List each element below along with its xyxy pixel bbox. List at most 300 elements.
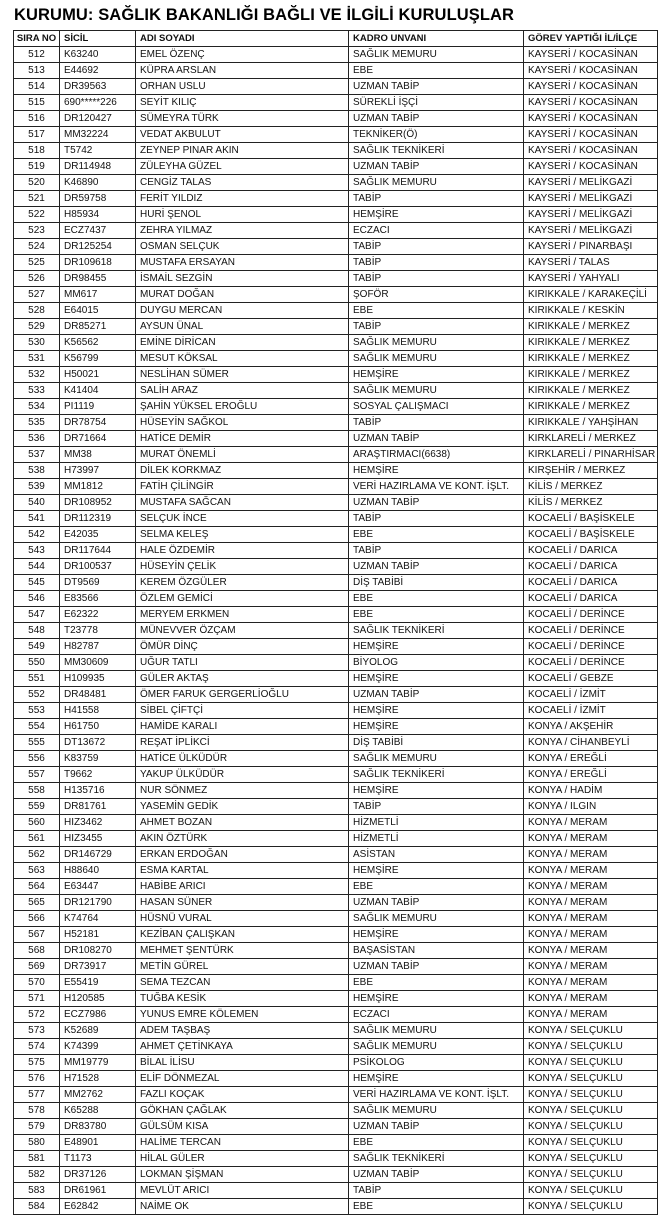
table-row <box>14 1039 658 1055</box>
cell-sicil: DR109618 <box>60 255 136 271</box>
cell-sicil: E48901 <box>60 1135 136 1151</box>
cell-kadro-unvani: HEMŞİRE <box>349 1071 524 1087</box>
cell-gorev-yeri: KAYSERİ / KOCASİNAN <box>524 95 658 111</box>
cell-kadro-unvani: HEMŞİRE <box>349 719 524 735</box>
cell-kadro-unvani: SAĞLIK TEKNİKERİ <box>349 1151 524 1167</box>
table-row <box>14 863 658 879</box>
cell-gorev-yeri: KAYSERİ / PINARBAŞI <box>524 239 658 255</box>
table-row <box>14 63 658 79</box>
cell-adi-soyadi: MURAT DOĞAN <box>136 287 349 303</box>
cell-sira-no: 532 <box>14 367 60 383</box>
table-row <box>14 415 658 431</box>
cell-adi-soyadi: LOKMAN ŞİŞMAN <box>136 1167 349 1183</box>
cell-adi-soyadi: MERYEM ERKMEN <box>136 607 349 623</box>
cell-sira-no: 560 <box>14 815 60 831</box>
cell-sira-no: 568 <box>14 943 60 959</box>
cell-sira-no: 562 <box>14 847 60 863</box>
cell-gorev-yeri: KIRIKKALE / MERKEZ <box>524 367 658 383</box>
cell-kadro-unvani: SAĞLIK MEMURU <box>349 335 524 351</box>
cell-kadro-unvani: EBE <box>349 1135 524 1151</box>
cell-adi-soyadi: FATİH ÇİLİNGİR <box>136 479 349 495</box>
cell-kadro-unvani: HEMŞİRE <box>349 783 524 799</box>
table-row <box>14 1023 658 1039</box>
cell-sicil: T9662 <box>60 767 136 783</box>
table-row <box>14 95 658 111</box>
cell-kadro-unvani: TEKNİKER(Ö) <box>349 127 524 143</box>
cell-kadro-unvani: EBE <box>349 591 524 607</box>
cell-gorev-yeri: KONYA / MERAM <box>524 879 658 895</box>
table-header-row <box>14 31 658 47</box>
cell-sira-no: 571 <box>14 991 60 1007</box>
cell-sicil: K65288 <box>60 1103 136 1119</box>
cell-sicil: H71528 <box>60 1071 136 1087</box>
cell-sicil: DR108952 <box>60 495 136 511</box>
table-row <box>14 751 658 767</box>
cell-sicil: DR120427 <box>60 111 136 127</box>
cell-sira-no: 566 <box>14 911 60 927</box>
cell-sicil: H82787 <box>60 639 136 655</box>
cell-kadro-unvani: SAĞLIK TEKNİKERİ <box>349 623 524 639</box>
cell-sicil: MM2762 <box>60 1087 136 1103</box>
cell-kadro-unvani: HEMŞİRE <box>349 703 524 719</box>
cell-gorev-yeri: KOCAELİ / DERİNCE <box>524 607 658 623</box>
table-row <box>14 159 658 175</box>
table-row <box>14 1007 658 1023</box>
cell-sira-no: 582 <box>14 1167 60 1183</box>
cell-sicil: K46890 <box>60 175 136 191</box>
cell-sicil: K56562 <box>60 335 136 351</box>
cell-sira-no: 527 <box>14 287 60 303</box>
cell-adi-soyadi: GÖKHAN ÇAĞLAK <box>136 1103 349 1119</box>
cell-kadro-unvani: EBE <box>349 527 524 543</box>
cell-adi-soyadi: HÜSEYİN SAĞKOL <box>136 415 349 431</box>
cell-gorev-yeri: KONYA / MERAM <box>524 991 658 1007</box>
cell-sicil: H61750 <box>60 719 136 735</box>
cell-kadro-unvani: ECZACI <box>349 1007 524 1023</box>
cell-gorev-yeri: KAYSERİ / KOCASİNAN <box>524 47 658 63</box>
cell-sira-no: 541 <box>14 511 60 527</box>
cell-sicil: 690*****226 <box>60 95 136 111</box>
table-row <box>14 1103 658 1119</box>
cell-sira-no: 516 <box>14 111 60 127</box>
cell-gorev-yeri: KAYSERİ / KOCASİNAN <box>524 111 658 127</box>
cell-adi-soyadi: MÜNEVVER ÖZÇAM <box>136 623 349 639</box>
cell-sira-no: 552 <box>14 687 60 703</box>
table-row <box>14 927 658 943</box>
cell-sicil: H50021 <box>60 367 136 383</box>
cell-gorev-yeri: KIRIKKALE / KESKİN <box>524 303 658 319</box>
cell-sira-no: 540 <box>14 495 60 511</box>
table-row <box>14 543 658 559</box>
cell-sicil: E62322 <box>60 607 136 623</box>
cell-sira-no: 558 <box>14 783 60 799</box>
cell-gorev-yeri: KOCAELİ / GEBZE <box>524 671 658 687</box>
table-row <box>14 847 658 863</box>
header-adi-soyadi: ADI SOYADI <box>136 31 349 47</box>
cell-sira-no: 564 <box>14 879 60 895</box>
cell-kadro-unvani: HEMŞİRE <box>349 927 524 943</box>
cell-kadro-unvani: UZMAN TABİP <box>349 79 524 95</box>
cell-sira-no: 583 <box>14 1183 60 1199</box>
cell-gorev-yeri: KONYA / SELÇUKLU <box>524 1087 658 1103</box>
cell-kadro-unvani: SOSYAL ÇALIŞMACI <box>349 399 524 415</box>
cell-adi-soyadi: BİLAL İLİSU <box>136 1055 349 1071</box>
cell-gorev-yeri: KONYA / MERAM <box>524 847 658 863</box>
cell-kadro-unvani: ŞOFÖR <box>349 287 524 303</box>
cell-kadro-unvani: SÜREKLİ İŞÇİ <box>349 95 524 111</box>
cell-adi-soyadi: ÖZLEM GEMİCİ <box>136 591 349 607</box>
cell-sicil: DR146729 <box>60 847 136 863</box>
cell-kadro-unvani: UZMAN TABİP <box>349 559 524 575</box>
cell-adi-soyadi: HURİ ŞENOL <box>136 207 349 223</box>
cell-sicil: DR71664 <box>60 431 136 447</box>
table-row <box>14 127 658 143</box>
cell-sira-no: 556 <box>14 751 60 767</box>
cell-adi-soyadi: HATİCE ÜLKÜDÜR <box>136 751 349 767</box>
header-gorev-yeri: GÖREV YAPTIĞI İL/İLÇE <box>524 31 658 47</box>
cell-sira-no: 521 <box>14 191 60 207</box>
cell-gorev-yeri: KOCAELİ / DERİNCE <box>524 639 658 655</box>
cell-adi-soyadi: NESLİHAN SÜMER <box>136 367 349 383</box>
cell-sira-no: 544 <box>14 559 60 575</box>
cell-sira-no: 512 <box>14 47 60 63</box>
cell-kadro-unvani: TABİP <box>349 271 524 287</box>
cell-gorev-yeri: KONYA / HADİM <box>524 783 658 799</box>
cell-sira-no: 538 <box>14 463 60 479</box>
table-row <box>14 895 658 911</box>
cell-gorev-yeri: KONYA / SELÇUKLU <box>524 1071 658 1087</box>
cell-gorev-yeri: KIRIKKALE / MERKEZ <box>524 335 658 351</box>
cell-gorev-yeri: KOCAELİ / BAŞİSKELE <box>524 527 658 543</box>
cell-gorev-yeri: KONYA / MERAM <box>524 815 658 831</box>
cell-adi-soyadi: ZEHRA YILMAZ <box>136 223 349 239</box>
cell-gorev-yeri: KAYSERİ / MELİKGAZİ <box>524 191 658 207</box>
table-row <box>14 111 658 127</box>
cell-gorev-yeri: KAYSERİ / MELİKGAZİ <box>524 223 658 239</box>
cell-adi-soyadi: METİN GÜREL <box>136 959 349 975</box>
cell-adi-soyadi: NUR SÖNMEZ <box>136 783 349 799</box>
cell-kadro-unvani: EBE <box>349 607 524 623</box>
cell-sicil: K41404 <box>60 383 136 399</box>
cell-gorev-yeri: KONYA / SELÇUKLU <box>524 1199 658 1215</box>
cell-kadro-unvani: HEMŞİRE <box>349 639 524 655</box>
cell-sicil: H52181 <box>60 927 136 943</box>
cell-gorev-yeri: KONYA / MERAM <box>524 831 658 847</box>
cell-adi-soyadi: MEHMET ŞENTÜRK <box>136 943 349 959</box>
cell-kadro-unvani: TABİP <box>349 239 524 255</box>
cell-kadro-unvani: SAĞLIK MEMURU <box>349 751 524 767</box>
cell-sira-no: 549 <box>14 639 60 655</box>
cell-gorev-yeri: KAYSERİ / KOCASİNAN <box>524 63 658 79</box>
cell-sira-no: 580 <box>14 1135 60 1151</box>
cell-sira-no: 528 <box>14 303 60 319</box>
table-row <box>14 383 658 399</box>
cell-sira-no: 550 <box>14 655 60 671</box>
cell-sicil: ECZ7986 <box>60 1007 136 1023</box>
cell-sicil: MM617 <box>60 287 136 303</box>
cell-kadro-unvani: SAĞLIK MEMURU <box>349 911 524 927</box>
cell-gorev-yeri: KONYA / MERAM <box>524 975 658 991</box>
cell-adi-soyadi: İSMAİL SEZGİN <box>136 271 349 287</box>
cell-gorev-yeri: KOCAELİ / İZMİT <box>524 687 658 703</box>
cell-adi-soyadi: DUYGU MERCAN <box>136 303 349 319</box>
table-row <box>14 575 658 591</box>
cell-sira-no: 548 <box>14 623 60 639</box>
cell-gorev-yeri: KOCAELİ / DARICA <box>524 591 658 607</box>
cell-sira-no: 529 <box>14 319 60 335</box>
cell-gorev-yeri: KIRIKKALE / MERKEZ <box>524 383 658 399</box>
cell-gorev-yeri: KAYSERİ / KOCASİNAN <box>524 143 658 159</box>
cell-sicil: DR83780 <box>60 1119 136 1135</box>
table-row <box>14 559 658 575</box>
cell-sira-no: 520 <box>14 175 60 191</box>
cell-sira-no: 578 <box>14 1103 60 1119</box>
cell-adi-soyadi: NAİME OK <box>136 1199 349 1215</box>
table-row <box>14 287 658 303</box>
cell-kadro-unvani: TABİP <box>349 319 524 335</box>
cell-adi-soyadi: VEDAT AKBULUT <box>136 127 349 143</box>
cell-kadro-unvani: HEMŞİRE <box>349 863 524 879</box>
cell-sira-no: 579 <box>14 1119 60 1135</box>
table-row <box>14 671 658 687</box>
cell-kadro-unvani: SAĞLIK MEMURU <box>349 1023 524 1039</box>
cell-sira-no: 584 <box>14 1199 60 1215</box>
cell-sicil: DR48481 <box>60 687 136 703</box>
cell-sicil: HIZ3455 <box>60 831 136 847</box>
cell-gorev-yeri: KIRIKKALE / MERKEZ <box>524 351 658 367</box>
cell-kadro-unvani: PSİKOLOG <box>349 1055 524 1071</box>
cell-kadro-unvani: SAĞLIK TEKNİKERİ <box>349 143 524 159</box>
cell-sira-no: 526 <box>14 271 60 287</box>
cell-kadro-unvani: SAĞLIK MEMURU <box>349 175 524 191</box>
cell-sicil: K52689 <box>60 1023 136 1039</box>
cell-sicil: HIZ3462 <box>60 815 136 831</box>
cell-gorev-yeri: KONYA / SELÇUKLU <box>524 1167 658 1183</box>
cell-adi-soyadi: SİBEL ÇİFTÇİ <box>136 703 349 719</box>
cell-sicil: E83566 <box>60 591 136 607</box>
cell-adi-soyadi: ZÜLEYHA GÜZEL <box>136 159 349 175</box>
cell-sira-no: 534 <box>14 399 60 415</box>
cell-adi-soyadi: REŞAT İPLİKCİ <box>136 735 349 751</box>
cell-sira-no: 575 <box>14 1055 60 1071</box>
cell-gorev-yeri: KONYA / MERAM <box>524 863 658 879</box>
cell-sicil: DR98455 <box>60 271 136 287</box>
table-row <box>14 191 658 207</box>
table-row <box>14 815 658 831</box>
cell-gorev-yeri: KONYA / MERAM <box>524 959 658 975</box>
cell-adi-soyadi: HALİME TERCAN <box>136 1135 349 1151</box>
cell-sira-no: 561 <box>14 831 60 847</box>
cell-kadro-unvani: TABİP <box>349 255 524 271</box>
cell-sira-no: 537 <box>14 447 60 463</box>
cell-sicil: H41558 <box>60 703 136 719</box>
cell-kadro-unvani: SAĞLIK MEMURU <box>349 47 524 63</box>
cell-sicil: DR81761 <box>60 799 136 815</box>
cell-adi-soyadi: DİLEK KORKMAZ <box>136 463 349 479</box>
cell-kadro-unvani: ARAŞTIRMACI(6638) <box>349 447 524 463</box>
page-title: KURUMU: SAĞLIK BAKANLIĞI BAĞLI VE İLGİLİ KURULUŞLAR <box>14 6 515 24</box>
cell-adi-soyadi: HASAN SÜNER <box>136 895 349 911</box>
cell-sicil: H85934 <box>60 207 136 223</box>
cell-sicil: DR39563 <box>60 79 136 95</box>
cell-sicil: H88640 <box>60 863 136 879</box>
cell-adi-soyadi: AYSUN ÜNAL <box>136 319 349 335</box>
cell-adi-soyadi: MEVLÜT ARICI <box>136 1183 349 1199</box>
header-sira-no: SIRA NO <box>14 31 60 47</box>
cell-gorev-yeri: KONYA / SELÇUKLU <box>524 1119 658 1135</box>
cell-gorev-yeri: KOCAELİ / DARICA <box>524 575 658 591</box>
cell-sicil: E42035 <box>60 527 136 543</box>
cell-kadro-unvani: TABİP <box>349 511 524 527</box>
table-row <box>14 703 658 719</box>
cell-adi-soyadi: SÜMEYRA TÜRK <box>136 111 349 127</box>
cell-gorev-yeri: KONYA / MERAM <box>524 911 658 927</box>
cell-sira-no: 576 <box>14 1071 60 1087</box>
cell-gorev-yeri: KOCAELİ / DARICA <box>524 559 658 575</box>
table-row <box>14 175 658 191</box>
cell-sicil: PI1119 <box>60 399 136 415</box>
cell-sira-no: 519 <box>14 159 60 175</box>
cell-sira-no: 523 <box>14 223 60 239</box>
cell-kadro-unvani: HEMŞİRE <box>349 463 524 479</box>
table-row <box>14 975 658 991</box>
cell-kadro-unvani: UZMAN TABİP <box>349 959 524 975</box>
cell-sicil: DR37126 <box>60 1167 136 1183</box>
table-row <box>14 399 658 415</box>
cell-adi-soyadi: AHMET ÇETİNKAYA <box>136 1039 349 1055</box>
cell-sicil: MM19779 <box>60 1055 136 1071</box>
cell-gorev-yeri: KIRIKKALE / KARAKEÇİLİ <box>524 287 658 303</box>
table-row <box>14 959 658 975</box>
cell-sicil: H109935 <box>60 671 136 687</box>
table-row <box>14 1071 658 1087</box>
table-row <box>14 527 658 543</box>
cell-adi-soyadi: AKIN ÖZTÜRK <box>136 831 349 847</box>
cell-kadro-unvani: TABİP <box>349 543 524 559</box>
table-row <box>14 1119 658 1135</box>
table-row <box>14 319 658 335</box>
cell-kadro-unvani: TABİP <box>349 415 524 431</box>
cell-adi-soyadi: YUNUS EMRE KÖLEMEN <box>136 1007 349 1023</box>
cell-adi-soyadi: ŞAHİN YÜKSEL EROĞLU <box>136 399 349 415</box>
cell-adi-soyadi: KEREM ÖZGÜLER <box>136 575 349 591</box>
cell-sira-no: 543 <box>14 543 60 559</box>
cell-kadro-unvani: ECZACI <box>349 223 524 239</box>
table-row <box>14 431 658 447</box>
cell-adi-soyadi: HÜSEYİN ÇELİK <box>136 559 349 575</box>
cell-adi-soyadi: FAZLI KOÇAK <box>136 1087 349 1103</box>
cell-sicil: E62842 <box>60 1199 136 1215</box>
table-row <box>14 351 658 367</box>
header-sicil: SİCİL <box>60 31 136 47</box>
cell-sicil: K74764 <box>60 911 136 927</box>
cell-kadro-unvani: EBE <box>349 975 524 991</box>
cell-sicil: DR117644 <box>60 543 136 559</box>
cell-sicil: MM1812 <box>60 479 136 495</box>
table-row <box>14 591 658 607</box>
cell-sicil: DR125254 <box>60 239 136 255</box>
cell-adi-soyadi: MESUT KÖKSAL <box>136 351 349 367</box>
cell-kadro-unvani: UZMAN TABİP <box>349 687 524 703</box>
table-row <box>14 735 658 751</box>
cell-sira-no: 559 <box>14 799 60 815</box>
table-row <box>14 799 658 815</box>
cell-adi-soyadi: CENGİZ TALAS <box>136 175 349 191</box>
table-row <box>14 719 658 735</box>
cell-adi-soyadi: ZEYNEP PINAR AKIN <box>136 143 349 159</box>
cell-kadro-unvani: TABİP <box>349 1183 524 1199</box>
cell-kadro-unvani: TABİP <box>349 191 524 207</box>
cell-sira-no: 539 <box>14 479 60 495</box>
cell-sira-no: 517 <box>14 127 60 143</box>
cell-gorev-yeri: KONYA / EREĞLİ <box>524 767 658 783</box>
cell-sicil: DR121790 <box>60 895 136 911</box>
cell-gorev-yeri: KIRIKKALE / MERKEZ <box>524 319 658 335</box>
cell-gorev-yeri: KONYA / SELÇUKLU <box>524 1023 658 1039</box>
cell-gorev-yeri: KONYA / SELÇUKLU <box>524 1055 658 1071</box>
cell-gorev-yeri: KONYA / MERAM <box>524 927 658 943</box>
cell-adi-soyadi: ÖMÜR DİNÇ <box>136 639 349 655</box>
cell-gorev-yeri: KONYA / SELÇUKLU <box>524 1135 658 1151</box>
cell-kadro-unvani: DİŞ TABİBİ <box>349 735 524 751</box>
cell-adi-soyadi: HÜSNÜ VURAL <box>136 911 349 927</box>
cell-sicil: ECZ7437 <box>60 223 136 239</box>
cell-adi-soyadi: ESMA KARTAL <box>136 863 349 879</box>
cell-sicil: E63447 <box>60 879 136 895</box>
table-row <box>14 223 658 239</box>
cell-gorev-yeri: KOCAELİ / İZMİT <box>524 703 658 719</box>
cell-sira-no: 533 <box>14 383 60 399</box>
cell-adi-soyadi: YASEMİN GEDİK <box>136 799 349 815</box>
cell-sicil: H73997 <box>60 463 136 479</box>
cell-gorev-yeri: KİLİS / MERKEZ <box>524 495 658 511</box>
cell-sira-no: 547 <box>14 607 60 623</box>
cell-kadro-unvani: BAŞASİSTAN <box>349 943 524 959</box>
cell-kadro-unvani: EBE <box>349 879 524 895</box>
cell-kadro-unvani: DİŞ TABİBİ <box>349 575 524 591</box>
cell-sicil: DR100537 <box>60 559 136 575</box>
cell-sira-no: 573 <box>14 1023 60 1039</box>
cell-gorev-yeri: KOCAELİ / DARICA <box>524 543 658 559</box>
cell-sira-no: 513 <box>14 63 60 79</box>
cell-sicil: MM32224 <box>60 127 136 143</box>
cell-sira-no: 531 <box>14 351 60 367</box>
cell-sira-no: 569 <box>14 959 60 975</box>
table-row <box>14 463 658 479</box>
table-row <box>14 1199 658 1215</box>
table-row <box>14 255 658 271</box>
cell-kadro-unvani: UZMAN TABİP <box>349 895 524 911</box>
cell-gorev-yeri: KOCAELİ / DERİNCE <box>524 623 658 639</box>
cell-sira-no: 551 <box>14 671 60 687</box>
cell-gorev-yeri: KIRŞEHİR / MERKEZ <box>524 463 658 479</box>
cell-adi-soyadi: ERKAN ERDOĞAN <box>136 847 349 863</box>
header-kadro-unvani: KADRO UNVANI <box>349 31 524 47</box>
table-row <box>14 207 658 223</box>
cell-gorev-yeri: KONYA / SELÇUKLU <box>524 1039 658 1055</box>
cell-adi-soyadi: HATİCE DEMİR <box>136 431 349 447</box>
cell-sicil: T1173 <box>60 1151 136 1167</box>
cell-adi-soyadi: OSMAN SELÇUK <box>136 239 349 255</box>
table-row <box>14 367 658 383</box>
cell-gorev-yeri: KONYA / MERAM <box>524 895 658 911</box>
cell-sicil: DT13672 <box>60 735 136 751</box>
cell-gorev-yeri: KOCAELİ / DERİNCE <box>524 655 658 671</box>
cell-gorev-yeri: KONYA / EREĞLİ <box>524 751 658 767</box>
table-row <box>14 639 658 655</box>
cell-gorev-yeri: KAYSERİ / TALAS <box>524 255 658 271</box>
table-row <box>14 655 658 671</box>
